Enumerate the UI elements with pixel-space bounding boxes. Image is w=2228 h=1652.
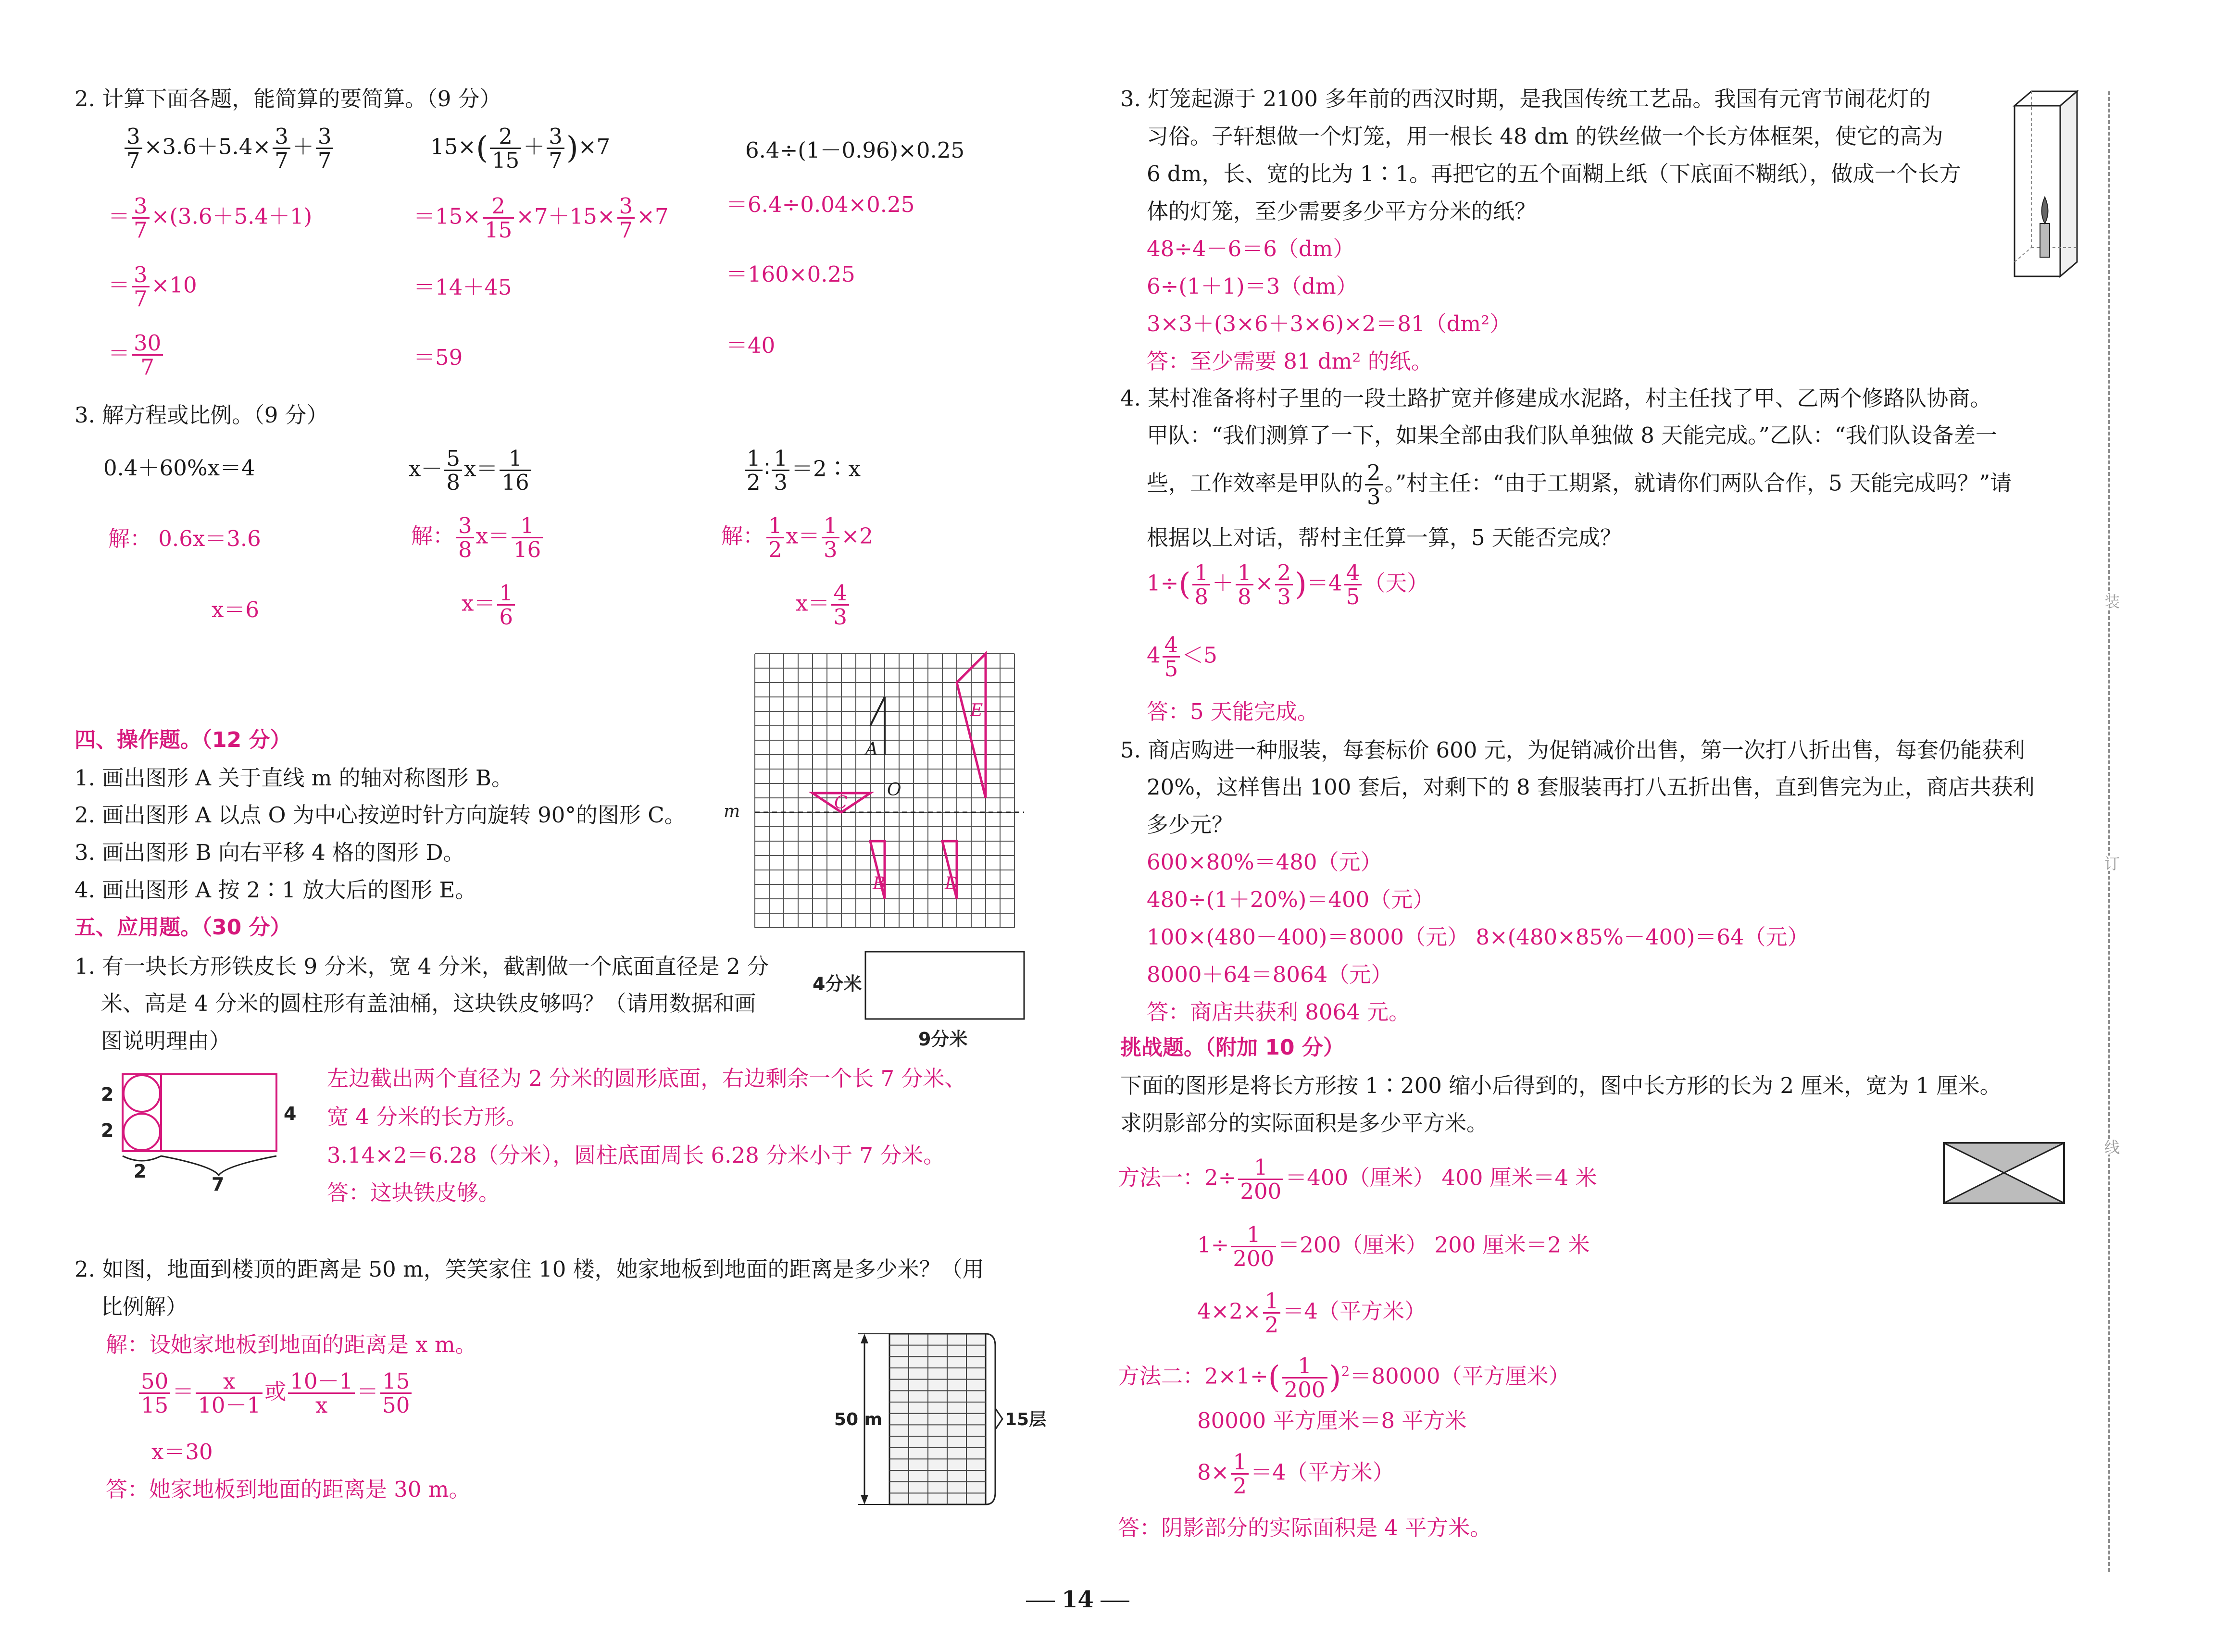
q3-e1: 0.4＋60%x＝4 (103, 455, 255, 481)
q3-e1-step2: x＝6 (212, 597, 260, 622)
label-e: E (970, 701, 983, 720)
rq4-text-1: 4. 某村准备将村子里的一段土路扩宽并修建成水泥路，村主任找了甲、乙两个修路队协商。 (1120, 385, 1992, 411)
label-c: C (834, 793, 848, 813)
rq5-ans-3: 100×(480－400)＝8000（元） 8×(480×85%－400)＝64（元） (1147, 924, 1809, 950)
binding-char-1: 装 (2100, 594, 2122, 609)
q3-e3-step1: 解： $\frac{1}{2}$ x＝ $\frac{1}{3}$ ×2 (721, 513, 874, 563)
lantern-figure (2010, 89, 2082, 279)
q2-p3-step1: ＝6.4÷0.04×0.25 (726, 192, 915, 217)
q2-p1: $\frac{3}{7}$ ×3.6＋5.4× $\frac{3}{7}$ ＋ $\frac{3}{7}$ (123, 125, 335, 172)
challenge-m2: 1÷ $\frac{1}{200}$ ＝200（厘米） 200 厘米＝2 米 (1197, 1222, 1590, 1272)
rq5-text-1: 5. 商店购进一种服装，每套标价 600 元，为促销减价出售，第一次打八折出售，每套仍能获利 (1120, 737, 2025, 763)
q2-p2-step2: ＝14＋45 (413, 274, 512, 300)
label-o: O (887, 780, 901, 800)
rect-length-label: 9分米 (918, 1029, 968, 1050)
transformation-grid (724, 654, 1024, 932)
rq4-ans-2: 4 $\frac{4}{5}$ ＜5 (1147, 632, 1217, 682)
fig-bottom2: 2 (134, 1161, 147, 1182)
rq5-ans-2: 480÷(1＋20%)＝400（元） (1147, 887, 1435, 912)
building-figure (834, 1331, 1047, 1509)
rq3-text-2: 习俗。子轩想做一个灯笼，用一根长 48 dm 的铁丝做一个长方体框架，使它的高为 (1147, 124, 1943, 149)
s5q2-ans-1: 解：设她家地板到地面的距离是 x m。 (106, 1332, 477, 1357)
page-number: 14 (1019, 1586, 1136, 1613)
rq3-ans-3: 3×3＋(3×6＋3×6)×2＝81（dm²） (1147, 311, 1512, 336)
q3-e3-step2: x＝ $\frac{4}{3}$ (796, 582, 851, 629)
s5q1-text-2: 米、高是 4 分米的圆柱形有盖油桶，这块铁皮够吗？（请用数据和画 (101, 991, 756, 1016)
fig-d1: 2 (101, 1084, 114, 1105)
rq5-ans-5: 答：商店共获利 8064 元。 (1147, 999, 1411, 1025)
challenge-answer: 答：阴影部分的实际面积是 4 平方米。 (1118, 1515, 1492, 1540)
s5q1-ans-4: 答：这块铁皮够。 (327, 1180, 501, 1205)
section4-item-4: 4. 画出图形 A 按 2∶1 放大后的图形 E。 (75, 877, 477, 903)
s5q1-text-1: 1. 有一块长方形铁皮长 9 分米，宽 4 分米，截割做一个底面直径是 2 分 (75, 954, 769, 979)
fig-bottom7: 7 (212, 1174, 225, 1195)
fraction: $\frac{3}{7}$ (125, 125, 142, 172)
rq4-text-4: 根据以上对话，帮村主任算一算，5 天能否完成？ (1147, 525, 1622, 550)
rq3-ans-1: 48÷4－6＝6（dm） (1147, 236, 1355, 261)
s5q1-text-3: 图说明理由） (101, 1028, 231, 1054)
rq4-text-3: 些，工作效率是甲队的 $\frac{2}{3}$ 。”村主任：“由于工期紧，就请你们两队合作，5 天能完成吗？”请 (1147, 460, 2012, 510)
shaded-rectangle-figure (1942, 1142, 2067, 1206)
q3-e1-step1: 解： 0.6x＝3.6 (108, 526, 261, 551)
challenge-text-1: 下面的图形是将长方形按 1∶200 缩小后得到的，图中长方形的长为 2 厘米，宽为 1 厘米。 (1120, 1073, 2002, 1098)
s5q1-ans-1: 左边截出两个直径为 2 分米的圆形底面，右边剩余一个长 7 分米、 (327, 1066, 966, 1091)
fig-w: 4 (284, 1103, 297, 1124)
q3-e2: x－ $\frac{5}{8}$ x＝ $\frac{1}{16}$ (409, 447, 533, 494)
rq5-ans-4: 8000＋64＝8064（元） (1147, 962, 1393, 987)
fig-d2: 2 (101, 1120, 114, 1141)
rq5-text-3: 多少元？ (1147, 812, 1234, 837)
section4-item-1: 1. 画出图形 A 关于直线 m 的轴对称图形 B。 (75, 765, 513, 791)
s5q2-text-2: 比例解） (101, 1294, 188, 1319)
s5q1-ans-3: 3.14×2＝6.28（分米），圆柱底面周长 6.28 分米小于 7 分米。 (327, 1143, 945, 1168)
rq4-ans-3: 答：5 天能完成。 (1147, 699, 1319, 724)
challenge-m6: 8× $\frac{1}{2}$ ＝4（平方米） (1197, 1449, 1394, 1499)
binding-char-3: 线 (2100, 1139, 2122, 1155)
binding-char-2: 订 (2100, 856, 2122, 871)
s5q2-ans-2: $\frac{50}{15}$ ＝ $\frac{x}{10-1}$ 或 $\frac{10-1}{x}$ ＝ $\frac{15}{50}$ (137, 1370, 413, 1417)
challenge-title: 挑战题。（附加 10 分） (1120, 1035, 1344, 1060)
q3-e2-step2: x＝ $\frac{1}{6}$ (462, 582, 517, 629)
s5q1-ans-2: 宽 4 分米的长方形。 (327, 1104, 528, 1130)
q2-p1-step2: ＝ $\frac{3}{7}$ ×10 (108, 262, 197, 312)
building-floors-label: 15层 (1005, 1410, 1047, 1429)
rq5-ans-1: 600×80%＝480（元） (1147, 849, 1382, 875)
building-height-label: 50 m (834, 1410, 883, 1429)
q2-p1-step1: ＝ $\frac{3}{7}$ ×(3.6＋5.4＋1) (108, 193, 313, 243)
binding-dashed-line (2108, 91, 2110, 1572)
rq3-text-3: 6 dm，长、宽的比为 1∶1。再把它的五个面糊上纸（下底面不糊纸），做成一个长方 (1147, 161, 1961, 186)
q2-title: 2. 计算下面各题，能简算的要简算。（9 分） (75, 86, 501, 112)
q2-p2-step1: ＝15× $\frac{2}{15}$ ×7＋15× $\frac{3}{7}$ ×7 (413, 193, 669, 243)
rq3-ans-2: 6÷(1＋1)＝3（dm） (1147, 273, 1358, 299)
label-b: B (873, 874, 886, 894)
q2-p2: 15×( $\frac{2}{15}$ ＋ $\frac{3}{7}$ )×7 (430, 124, 611, 174)
label-d: D (945, 874, 959, 894)
challenge-m3: 4×2× $\frac{1}{2}$ ＝4（平方米） (1197, 1288, 1426, 1338)
label-a: A (865, 739, 878, 759)
rq5-text-2: 20%，这样售出 100 套后，对剩下的 8 套服装再打八五折出售，直到售完为止，商店共获利 (1147, 774, 2035, 800)
rq4-ans-1: 1÷( $\frac{1}{8}$ ＋ $\frac{1}{8}$ × $\frac{2}{3}$ )＝4 $\frac{4}{5}$ （天） (1147, 560, 1429, 610)
section4-title: 四、操作题。（12 分） (75, 728, 291, 752)
rq3-text-4: 体的灯笼，至少需要多少平方分米的纸？ (1147, 199, 1537, 224)
rq3-text-1: 3. 灯笼起源于 2100 多年前的西汉时期，是我国传统工艺品。我国有元宵节闹花灯的 (1120, 86, 1931, 112)
challenge-text-2: 求阴影部分的实际面积是多少平方米。 (1120, 1110, 1489, 1136)
challenge-m5: 80000 平方厘米＝8 平方米 (1197, 1408, 1467, 1433)
section4-item-3: 3. 画出图形 B 向右平移 4 格的图形 D。 (75, 840, 465, 865)
s5q2-ans-4: 答：她家地板到地面的距离是 30 m。 (106, 1477, 471, 1502)
q2-p3-step3: ＝40 (726, 333, 776, 358)
section5-title: 五、应用题。（30 分） (75, 915, 291, 940)
challenge-m4: 方法二：2×1÷( $\frac{1}{200}$ )$^2$＝80000（平方厘米） (1118, 1353, 1570, 1403)
q2-p3: 6.4÷(1－0.96)×0.25 (745, 137, 965, 163)
q3-e2-step1: 解： $\frac{3}{8}$ x＝ $\frac{1}{16}$ (411, 514, 545, 561)
rq4-text-2: 甲队：“我们测算了一下，如果全部由我们队单独做 8 天能完成。”乙队：“我们队设备差一 (1147, 422, 1997, 448)
rq3-ans-4: 答：至少需要 81 dm² 的纸。 (1147, 348, 1433, 374)
q3-e3: $\frac{1}{2}$ ∶ $\frac{1}{3}$ ＝2∶x (743, 447, 861, 494)
q2-p3-step2: ＝160×0.25 (726, 261, 855, 287)
q2-p2-step3: ＝59 (413, 345, 463, 370)
s5q2-ans-3: x＝30 (151, 1439, 213, 1465)
q3-title: 3. 解方程或比例。（9 分） (75, 402, 328, 428)
q2-p1-step3: ＝ $\frac{30}{7}$ (108, 332, 165, 379)
challenge-m1: 方法一：2÷ $\frac{1}{200}$ ＝400（厘米） 400 厘米＝4 米 (1118, 1155, 1597, 1205)
s5q2-text-1: 2. 如图，地面到楼顶的距离是 50 m，笑笑家住 10 楼，她家地板到地面的距离是多少米？（用 (75, 1256, 984, 1282)
sheet-rectangle-figure (813, 942, 1029, 1053)
section4-item-2: 2. 画出图形 A 以点 O 为中心按逆时针方向旋转 90°的图形 C。 (75, 802, 686, 828)
rect-width-label: 4分米 (813, 973, 862, 994)
cut-layout-figure (96, 1065, 308, 1195)
label-m: m (724, 802, 740, 821)
